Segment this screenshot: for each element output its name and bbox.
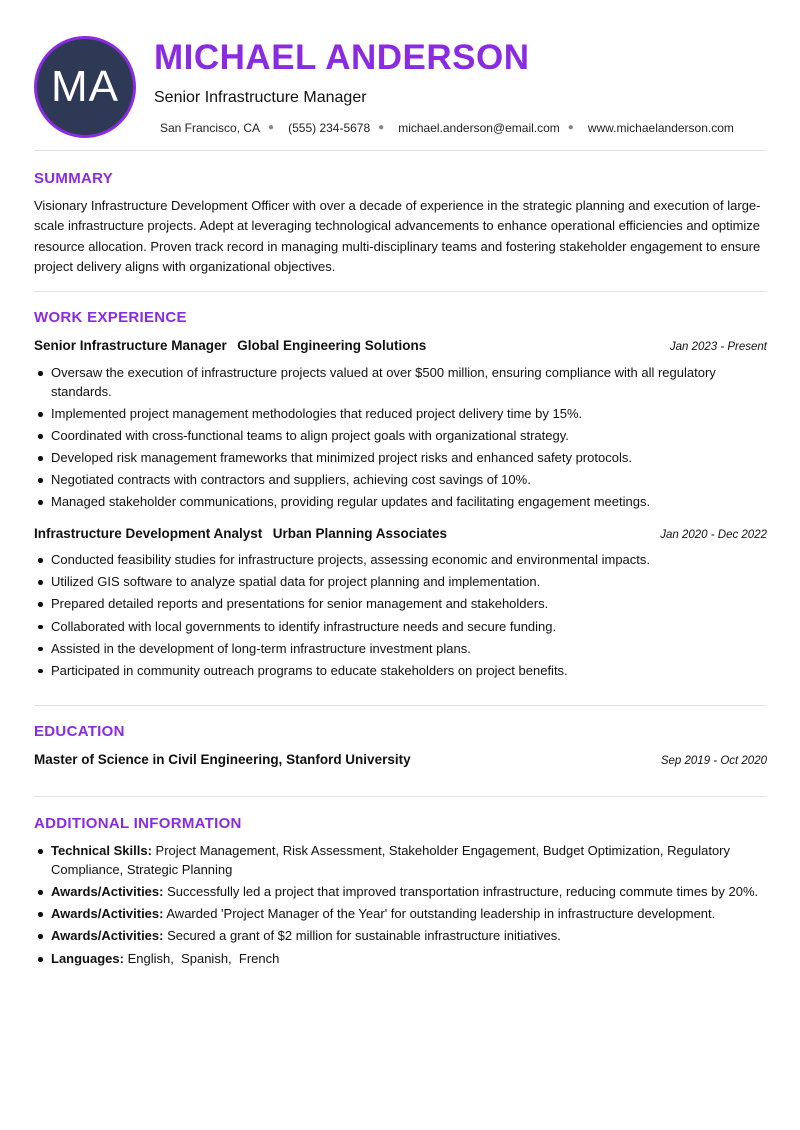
item-text: Successfully led a project that improved transportation infrastructure, reducing commute times by 20%.: [167, 884, 759, 899]
list-item: [34, 904, 764, 923]
job-bullet-list: [34, 550, 764, 683]
contact-line: [160, 120, 734, 136]
job-title: Infrastructure Development Analyst: [34, 526, 263, 541]
job-title-company: [34, 525, 447, 543]
list-item: Participated in community outreach programs to educate stakeholders on project benefits.: [34, 661, 764, 680]
list-item: Assisted in the development of long-term infrastructure investment plans.: [34, 639, 764, 658]
job-title: Senior Infrastructure Manager: [34, 338, 227, 353]
candidate-name: MICHAEL ANDERSON: [154, 38, 530, 77]
divider: [34, 291, 767, 292]
list-item: Developed risk management frameworks that minimized project risks and enhanced safety protocols.: [34, 448, 764, 467]
additional-info-list: [34, 841, 764, 971]
item-label: Technical Skills:: [51, 843, 152, 858]
summary-text: Visionary Infrastructure Development Officer with over a decade of experience in the strategic planning and execution of large-scale infrastructure projects. Adept at leveraging technological advancements to enhance operational efficiencies and optimize resource allocation. Proven track record in managing multi-disciplinary teams and fostering stakeholder engagement to ensure project delivery aligns with organizational objectives.: [34, 198, 761, 274]
job-company: Urban Planning Associates: [272, 526, 448, 541]
divider: [34, 796, 767, 797]
avatar-initials: MA: [51, 62, 119, 111]
list-item: [34, 926, 764, 945]
job-dates: Jan 2020 - Dec 2022: [660, 529, 767, 541]
item-text: English, Spanish, French: [127, 951, 280, 966]
list-item: Utilized GIS software to analyze spatial data for project planning and implementation.: [34, 572, 764, 591]
additional-info-heading: ADDITIONAL INFORMATION: [34, 815, 242, 832]
summary-heading: SUMMARY: [34, 170, 114, 187]
education-dates: Sep 2019 - Oct 2020: [660, 755, 767, 767]
list-item: Negotiated contracts with contractors and suppliers, achieving cost savings of 10%.: [34, 470, 764, 489]
contact-email[interactable]: michael.anderson@email.com: [398, 121, 560, 135]
avatar: [34, 36, 136, 138]
list-item: Managed stakeholder communications, providing regular updates and facilitating engagement meetings.: [34, 492, 764, 511]
list-item: Collaborated with local governments to identify infrastructure needs and secure funding.: [34, 617, 764, 636]
item-label: Languages:: [51, 951, 124, 966]
job-title-company: [34, 337, 426, 355]
list-item: [34, 949, 764, 968]
bullet-separator-icon: ●: [268, 122, 275, 133]
list-item: Coordinated with cross-functional teams to align project goals with organizational strategy.: [34, 426, 764, 445]
contact-location: San Francisco, CA: [160, 121, 261, 135]
education-heading: EDUCATION: [34, 723, 125, 740]
item-text: Secured a grant of $2 million for sustainable infrastructure initiatives.: [167, 928, 561, 943]
contact-website[interactable]: www.michaelanderson.com: [587, 121, 734, 135]
job-dates: Jan 2023 - Present: [669, 341, 767, 353]
list-item: Prepared detailed reports and presentations for senior management and stakeholders.: [34, 594, 764, 613]
divider: [34, 150, 767, 151]
list-item: [34, 841, 764, 879]
item-text: Project Management, Risk Assessment, Stakeholder Engagement, Budget Optimization, Regulatory Compliance, Strategic Planning: [51, 843, 731, 877]
job-company: Global Engineering Solutions: [237, 338, 427, 353]
item-label: Awards/Activities:: [51, 884, 164, 899]
work-experience-heading: WORK EXPERIENCE: [34, 309, 187, 326]
job-bullet-list: [34, 363, 764, 514]
candidate-headline: Senior Infrastructure Manager: [154, 89, 367, 106]
item-text: Awarded 'Project Manager of the Year' for outstanding leadership in infrastructure development.: [166, 906, 716, 921]
bullet-separator-icon: ●: [567, 122, 574, 133]
degree: Master of Science in Civil Engineering, Stanford University: [34, 752, 411, 767]
divider: [34, 705, 767, 706]
job-header: [34, 525, 767, 544]
bullet-separator-icon: ●: [378, 122, 385, 133]
item-label: Awards/Activities:: [51, 906, 164, 921]
list-item: [34, 882, 764, 901]
education-entry: [34, 751, 767, 770]
contact-phone[interactable]: (555) 234-5678: [288, 121, 371, 135]
item-label: Awards/Activities:: [51, 928, 164, 943]
job-header: [34, 337, 767, 356]
list-item: Implemented project management methodologies that reduced project delivery time by 15%.: [34, 404, 764, 423]
list-item: Conducted feasibility studies for infrastructure projects, assessing economic and environmental impacts.: [34, 550, 764, 569]
list-item: Oversaw the execution of infrastructure projects valued at over $500 million, ensuring compliance with all regulatory standards.: [34, 363, 764, 401]
